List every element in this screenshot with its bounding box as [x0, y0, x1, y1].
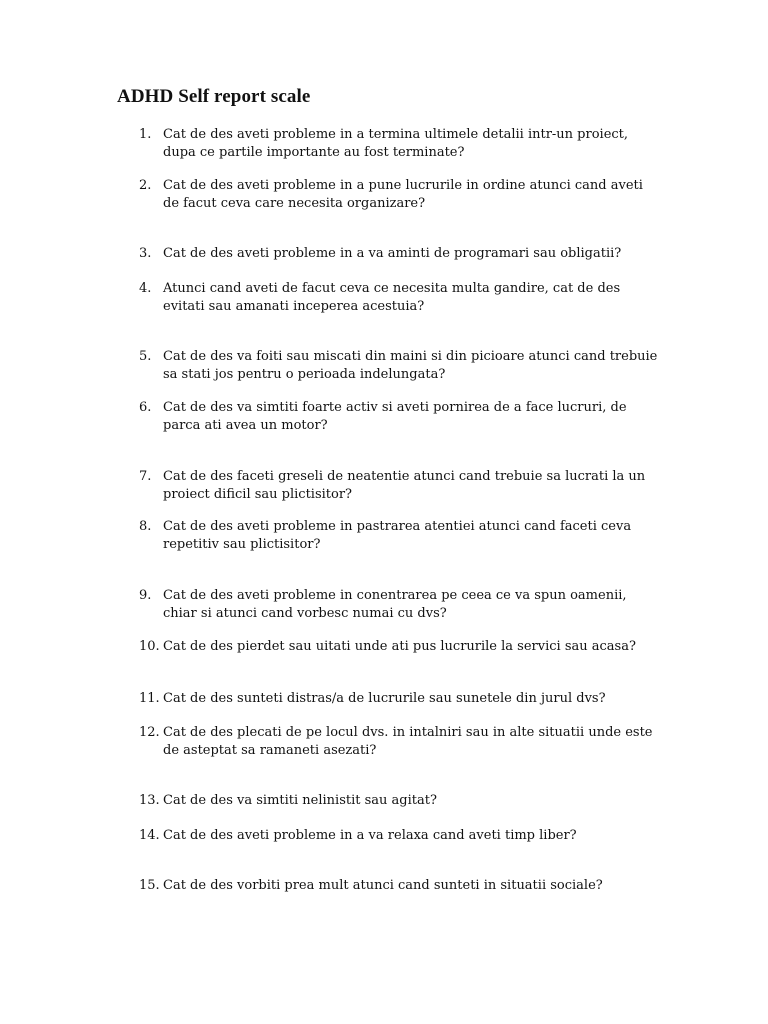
question-8 [139, 518, 679, 553]
question-text: Cat de des va foiti sau miscati din maini si din picioare atunci cand trebuie sa stati jos pentru o perioada indelungata? [163, 349, 658, 382]
question-10 [139, 638, 679, 656]
question-number: 3. [139, 246, 152, 261]
question-text: Cat de des vorbiti prea mult atunci cand sunteti in situatii sociale? [163, 878, 603, 893]
question-7 [139, 468, 679, 503]
question-text: Cat de des plecati de pe locul dvs. in intalniri sau in alte situatii unde este de asteptat sa ramaneti asezati? [163, 725, 653, 758]
question-5 [139, 348, 679, 383]
question-9 [139, 587, 679, 622]
question-11 [139, 690, 679, 708]
question-13 [139, 792, 679, 810]
question-number: 12. [139, 725, 160, 740]
question-number: 2. [139, 178, 152, 193]
question-number: 15. [139, 878, 160, 893]
question-text: Atunci cand aveti de facut ceva ce necesita multa gandire, cat de des evitati sau amanati inceperea acestuia? [163, 281, 621, 314]
question-number: 11. [139, 691, 160, 706]
question-text: Cat de des aveti probleme in conentrarea pe ceea ce va spun oamenii, chiar si atunci cand vorbesc numai cu dvs? [163, 588, 627, 621]
question-number: 10. [139, 639, 160, 654]
question-text: Cat de des sunteti distras/a de lucrurile sau sunetele din jurul dvs? [163, 691, 606, 706]
question-number: 8. [139, 519, 152, 534]
question-number: 13. [139, 793, 160, 808]
question-number: 9. [139, 588, 152, 603]
question-text: Cat de des aveti probleme in a termina ultimele detalii intr-un proiect, dupa ce partile importante au fost terminate? [163, 127, 629, 160]
question-text: Cat de des aveti probleme in a va relaxa cand aveti timp liber? [163, 828, 577, 843]
question-6 [139, 399, 679, 434]
question-text: Cat de des va simtiti foarte activ si aveti pornirea de a face lucruri, de parca ati avea un motor? [163, 400, 627, 433]
question-number: 6. [139, 400, 152, 415]
question-text: Cat de des aveti probleme in a va aminti de programari sau obligatii? [163, 246, 622, 261]
question-text: Cat de des aveti probleme in pastrarea atentiei atunci cand faceti ceva repetitiv sau plictisitor? [163, 519, 632, 552]
question-3 [139, 245, 679, 263]
question-text: Cat de des faceti greseli de neatentie atunci cand trebuie sa lucrati la un proiect dificil sau plictisitor? [163, 469, 646, 502]
question-text: Cat de des pierdet sau uitati unde ati pus lucrurile la servici sau acasa? [163, 639, 636, 654]
question-4 [139, 280, 679, 315]
document-title: ADHD Self report scale [117, 86, 311, 107]
question-number: 14. [139, 828, 160, 843]
question-12 [139, 724, 679, 759]
question-text: Cat de des aveti probleme in a pune lucrurile in ordine atunci cand aveti de facut ceva care necesita organizare? [163, 178, 643, 211]
question-number: 5. [139, 349, 152, 364]
question-15 [139, 877, 679, 895]
question-text: Cat de des va simtiti nelinistit sau agitat? [163, 793, 437, 808]
question-number: 1. [139, 127, 152, 142]
question-number: 7. [139, 469, 152, 484]
question-1 [139, 126, 679, 161]
question-2 [139, 177, 679, 212]
question-number: 4. [139, 281, 152, 296]
question-14 [139, 827, 679, 845]
